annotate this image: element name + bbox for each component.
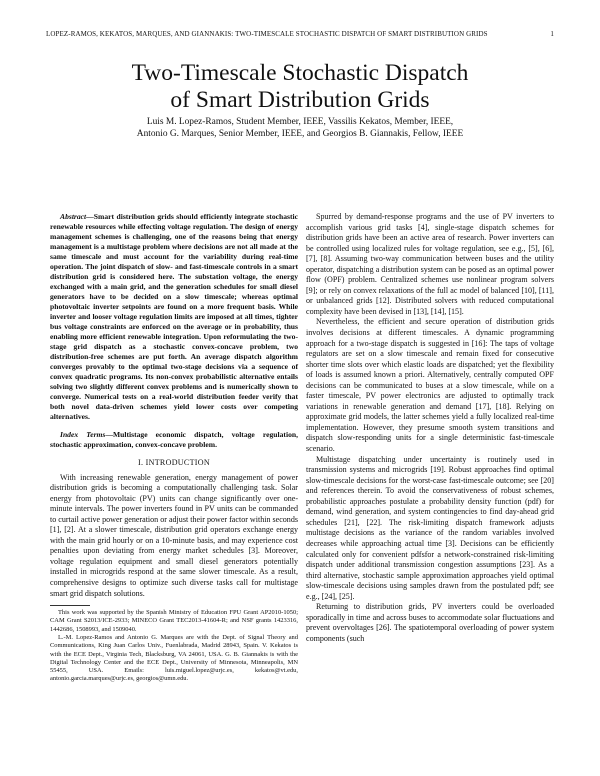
index-terms — [50, 430, 298, 450]
left-column — [50, 212, 298, 684]
author-list — [0, 116, 600, 140]
body-paragraph-1: Spurred by demand-response programs and the use of PV inverters to accomplish various grid tasks [4], single-stage dispatch schemes for distribution grids have been an active area of research. Power inverters can be controlled using localized rules for voltage regulation, see e.g., [5], [6], [7], [8]. Assuming two-way communication between buses and the utility operator, dispatching a distribution system can be posed as an optimal power flow (OPF) problem. Centralized schemes use nonlinear program solvers [9]; or rely on convex relaxations of the full ac model of balanced [10], [11], or unbalanced grids [12]. Distributed solvers with reduced computational complexity have been devised in [13], [14], [15]. — [306, 212, 554, 316]
footnote — [50, 609, 298, 684]
body-paragraph-3: Multistage dispatching under uncertainty is routinely used in transmission systems and microgrids [19]. Robust approaches find optimal slow-timescale decisions for the worst-case fast-timescale outcome; see [20] and references therein. To avoid the conservativeness of robust schemes, probabilistic approaches postulate a probability density function (pdf) for demand, wind generation, and system contingencies to find day-ahead grid schedules [21], [22]. The risk-limiting dispatch framework adjusts multistage decisions as the variance of the random variables involved decreases while approaching actual time [3]. Decisions can be efficiently calculated only for convenient pdfsfor a network-constrained risk-limiting dispatch under additional transmission congestion assumptions [23]. As a third alternative, stochastic sample approximation approaches yield optimal slow-timescale decisions using samples drawn from the postulated pdf; see e.g., [24], [25]. — [306, 454, 554, 601]
intro-paragraph: With increasing renewable generation, energy management of power distribution grids is becoming a computationally challenging task. Solar energy from photovoltaic (PV) units can change significantly over one-minute intervals. The power inverters found in PV units can be commanded to curtail active power generation or adjust their power factor within seconds [1], [2]. At a slower timescale, distribution grid operators exchange energy with the main grid hourly or on a 10-minute basis, and may experience cost penalties upon deviating from energy market schedules [3]. Moreover, voltage regulation equipment and small diesel generators potentially installed in microgrids respond at the same slower timescale. As a result, comprehensive designs to optimize such diverse tasks call for multistage smart grid dispatch solutions. — [50, 472, 298, 598]
page-number: 1 — [550, 30, 554, 38]
body-paragraph-2: Nevertheless, the efficient and secure operation of distribution grids involves decisions at different timescales. A dynamic programming approach for a two-stage dispatch is suggested in [16]: The taps of voltage regulators are set on a slow timescale and remain fixed for consecutive shorter time slots over which elastic loads are dispatched; yet the flexibility of loads is assumed known a priori. Alternatively, centrally computed OPF decisions can be communicated to buses at a slow timescale, while on a faster timescale, PV power electronics are adjusted to optimally track variations in renewable generation and demand [17], [18]. Relying on approximate grid models, the latter schemes yield a fully localized real-time implementation. However, they presume smooth system transitions and dispatch slow-responding units for a single deterministic fast-timescale scenario. — [306, 317, 554, 454]
abstract — [50, 212, 298, 422]
right-column — [306, 212, 554, 644]
body-paragraph-4: Returning to distribution grids, PV inverters could be overloaded sporadically in time and across buses to accommodate solar fluctuations and prevent overvoltages [26]. The spatiotemporal overloading of power system components (such — [306, 602, 554, 643]
section-heading: I. INTRODUCTION — [138, 458, 210, 467]
authors-line-1: Luis M. Lopez-Ramos, Student Member, IEEE, Vassilis Kekatos, Member, IEEE, — [146, 117, 454, 127]
abstract-text: —Smart distribution grids should efficiently integrate stochastic renewable resources while effecting voltage regulation. The design of energy management schemes is challenging, one of the reasons being that energy management is a multistage problem where decisions are not all made at the same timescale and must account for the variability during real-time operation. The joint dispatch of slow- and fast-timescale controls in a smart distribution grid is considered here. The substation voltage, the energy exchanged with a main grid, and the generation schedules for small diesel generators have to be decided on a slow timescale; whereas optimal photovoltaic inverter setpoints are found on a more frequent basis. While inverter and looser voltage regulation limits are imposed at all times, tighter bus voltage constraints are enforced on the average or in probability, thus enabling more efficient renewable integration. Upon reformulating the two-stage grid dispatch as a stochastic convex-concave problem, two distribution-free schemes are put forth. An average dispatch algorithm converges provably to the optimal two-stage decisions via a sequence of convex quadratic programs. Its non-convex probabilistic alternative entails solving two slightly different convex problems and is numerically shown to converge. Numerical tests on a real-world distribution feeder verify that both novel data-driven schemes yield lower costs over competing alternatives. — [50, 212, 298, 421]
authors-line-2: Antonio G. Marques, Senior Member, IEEE, and Georgios B. Giannakis, Fellow, IEEE — [136, 129, 464, 139]
index-terms-label: Index Terms — [60, 430, 106, 439]
index-terms-text: —Multistage economic dispatch, voltage regulation, stochastic approximation, convex-concave problem. — [50, 430, 298, 449]
footnote-rule — [50, 605, 90, 606]
title-line-1: Two-Timescale Stochastic Dispatch — [131, 60, 469, 86]
footnote-funding: This work was supported by the Spanish Ministry of Education FPU Grant AP2010-1050; CAM Grant S2013/ICE-2933; MINECO Grant TEC2013-41604-R; and NSF grants 1423316, 1442686, 1508993, and 1509040. — [50, 609, 298, 633]
running-title: LOPEZ-RAMOS, KEKATOS, MARQUES, AND GIANNAKIS: TWO-TIMESCALE STOCHASTIC DISPATCH OF SMART DISTRIBUTION GRIDS — [46, 30, 488, 38]
title-line-2: of Smart Distribution Grids — [170, 87, 430, 113]
abstract-label: Abstract — [60, 212, 87, 221]
paper-title — [0, 60, 600, 114]
footnote-affiliations: L.-M. Lopez-Ramos and Antonio G. Marques are with the Dept. of Signal Theory and Communications, King Juan Carlos Univ., Fuenlabrada, Madrid 28943, Spain. V. Kekatos is with the ECE Dept., Virginia Tech, Blacksburg, VA 24061, USA. G. B. Giannakis is with the Digital Technology Center and the ECE Dept., University of Minnesota, Minneapolis, MN 55455, USA. Emails: luis.miguel.lopez@urjc.es, kekatos@vt.edu, antonio.garcia.marques@urjc.es, georgios@umn.edu. — [50, 634, 298, 683]
